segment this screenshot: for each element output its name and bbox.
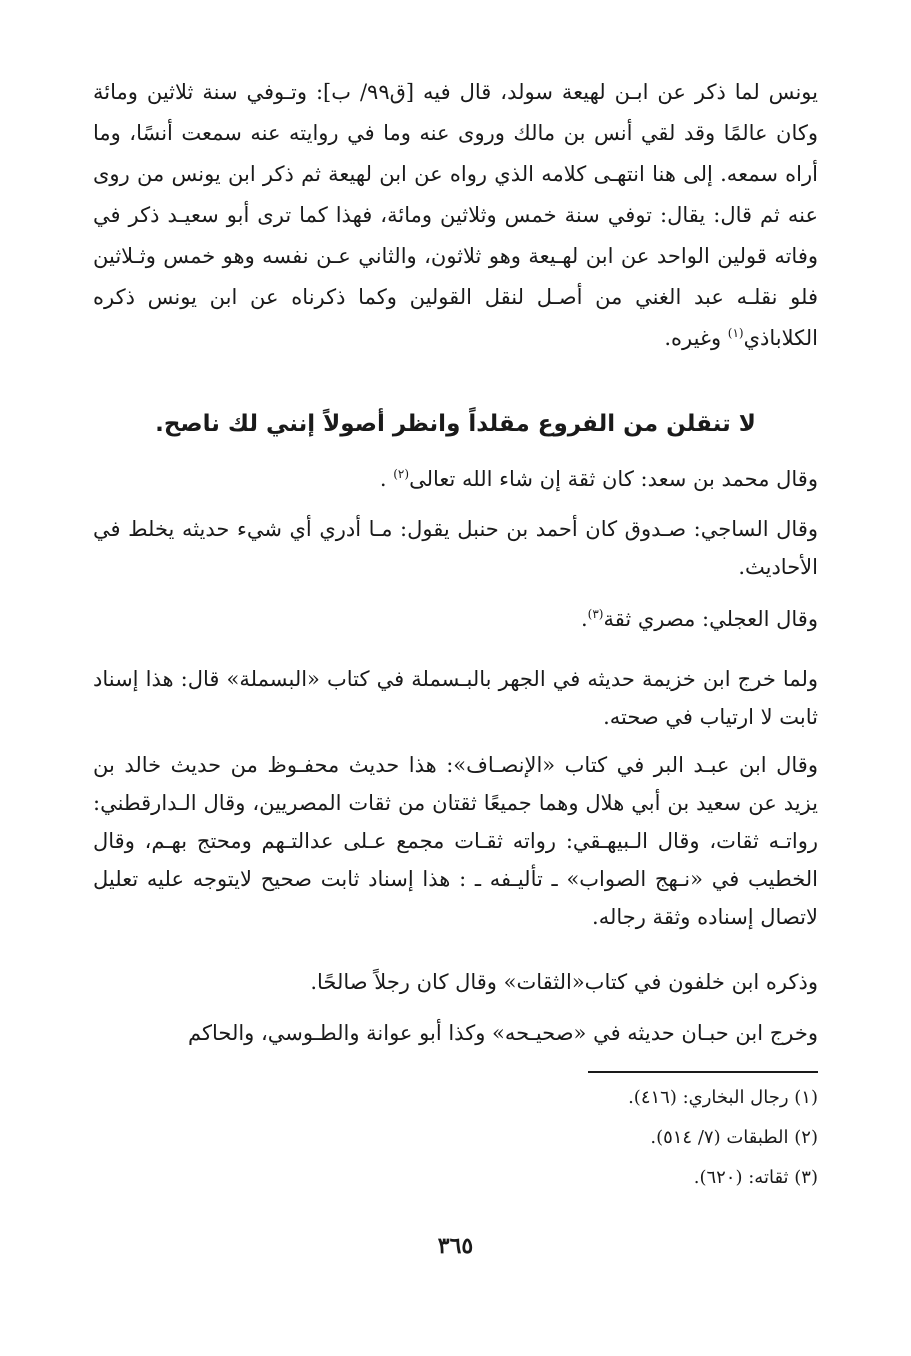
paragraph-text: وقال العجلي: مصري ثقة (603, 607, 818, 631)
footnote-2: (٢) الطبقات (٧/ ٥١٤). (650, 1127, 818, 1148)
paragraph-saji: وقال الساجي: صـدوق كان أحمد بن حنبل يقول: مـا أدري أي شيء حديثه يخلط في الأحاديث. (93, 517, 818, 579)
paragraph-ibn-hibban: وخرج ابن حبـان حديثه في «صحيـحه» وكذا أبو عوانة والطـوسي، والحاكم (188, 1021, 818, 1045)
paragraph-ibn-abd-al-barr: وقال ابن عبـد البر في كتاب «الإنصـاف»: هذا حديث محفـوظ من حديث خالد بن يزيد عن سعيد بن أبي هلال وهما جميعًا ثقتان من ثقات المصريين، وقال الـدارقطني: رواتـه ثقات، وقال الـبيهـقي: رواته ثقـات مجمع عـلى عدالتـهم ومحتج بهـم، وقال الخطيب في «نـهج الصواب» ـ تأليـفه ـ : هذا إسناد ثابت صحيح لايتوجه عليه تعليل لاتصال إسناده وثقة رجاله. (93, 753, 818, 929)
paragraph-ijli (93, 600, 818, 638)
paragraph-text: يونس لما ذكر عن ابـن لهيعة سولد، قال فيه [ق٩٩/ ب]: وتـوفي سنة ثلاثين ومائة وكان عالمًا وقد لقي أنس بن مالك وروى عنه وما في روايته عنه سمعت أنسًا، وما أراه سمعه. إلى هنا انتهـى كلامه الذي رواه عن ابن لهيعة ثم ذكر ابن يونس من روى عنه ثم قال: يقال: توفي سنة خمس وثلاثين ومائة، فهذا كما ترى أبو سعيـد ذكر في وفاته قولين الواحد عن ابن لهـيعة وهو ثلاثون، والثاني عـن نفسه وهو خمس وثـلاثين فلو نقلـه عبد الغني من أصـل لنقل القولين وكما ذكرناه عن ابن يونس ذكره الكلاباذي (93, 80, 818, 350)
paragraph-text: وقال محمد بن سعد: كان ثقة إن شاء الله تعالى (409, 467, 818, 491)
paragraph-ibn-saad (93, 460, 818, 498)
paragraph-tail: وغيره. (664, 326, 728, 350)
footnote-marker-1: (١) (727, 326, 744, 340)
page-number: ٣٦٥ (437, 1233, 474, 1259)
footnote-marker-2: (٢) (393, 467, 410, 481)
footnote-1: (١) رجال البخاري: (٤١٦). (628, 1087, 818, 1108)
footnote-marker-3: (٣) (587, 607, 604, 621)
footnotes (418, 1078, 818, 1198)
paragraph-tail: . (580, 607, 588, 631)
footnote-divider (588, 1071, 818, 1073)
paragraph-ibn-yunus (93, 72, 818, 359)
paragraph-ibn-khuzayma: ولما خرج ابن خزيمة حديثه في الجهر بالبـسملة في كتاب «البسملة» قال: هذا إسناد ثابت لا ارتياب في صحته. (93, 667, 818, 729)
poetry-verse: لا تنقلن من الفروع مقلداً وانظر أصولاً إنني لك ناصح. (155, 411, 756, 437)
paragraph-ibn-khalfun: وذكره ابن خلفون في كتاب«الثقات» وقال كان رجلاً صالحًا. (310, 970, 818, 994)
footnote-3: (٣) ثقاته: (٦٢٠). (693, 1167, 818, 1188)
paragraph-tail: . (379, 467, 394, 491)
